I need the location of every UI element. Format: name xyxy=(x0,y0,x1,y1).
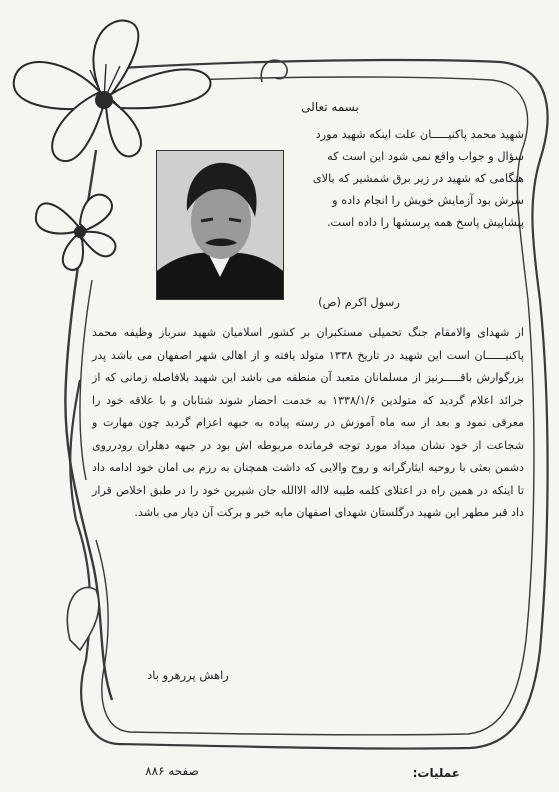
biography-paragraph: از شهدای والامقام جنگ تحمیلی مستکبران بر کشور اسلامیان شهید سرباز وظیفه محمد پاکنیــــــان است این شهید در تاریخ ۱۳۳۸ متولد یافته و از اهالی شهر اصفهان می باشد پدر بزرگوارش باقـــــرنیز از مسلمانان متعبد آن منطقه می باشد این شهید بلافاصله زمانی که از جرائد اعلام گردید که متولدین ۱۳۳۸/۱/۶ به خدمت احضار شوند شتابان و با علاقه خود را معرفی نمود و بعد از سه ماه آموزش در رسته پیاده به جبهه اعزام گردید چون مهارت و شجاعت از خود نشان میداد مورد توجه فرمانده مربوطه اش بود در جبهه دهلران رودرروی دشمن بعثی با روحیه ایثارگرانه و روح والایی که داشت همچنان به رزم بی امان خود ادامه داد تا اینکه در همین راه در اعتلای کلمه طیبه لااله الاالله جان شیرین خود را در طبق اخلاص قرار داد قبر مطهر این شهید درگلستان شهدای اصفهان مایه خیر و برکت آن دیار می باشد. xyxy=(92,326,525,520)
footer-page-number: صفحه ۸۸۶ xyxy=(145,764,199,778)
document-heading: بسمه تعالی xyxy=(301,100,359,114)
martyr-portrait-photo xyxy=(156,150,284,300)
quote-source: رسول اکرم (ص) xyxy=(318,295,400,309)
flower-large-icon xyxy=(14,21,211,162)
portrait-image xyxy=(157,151,283,299)
biography-body xyxy=(92,322,524,525)
frame-top-swirl xyxy=(261,60,287,82)
footer-actions-label: عملیات: xyxy=(412,766,460,780)
intro-paragraph: شهید محمد پاکنیـــــان علت اینکه شهید مورد سؤال و جواب واقع نمی شود این است که هنگامی که شهید در زیر برق شمشیر که بالای سرش بود آزمایش خویش را انجام داده و پیشاپیش پاسخ همه پرسشها را داده است. xyxy=(312,128,524,229)
flower-small-icon xyxy=(36,195,116,270)
closing-signature: راهش پررهرو باد xyxy=(147,668,229,682)
flower-stem-secondary xyxy=(80,280,92,480)
leaf-icon xyxy=(67,587,99,650)
